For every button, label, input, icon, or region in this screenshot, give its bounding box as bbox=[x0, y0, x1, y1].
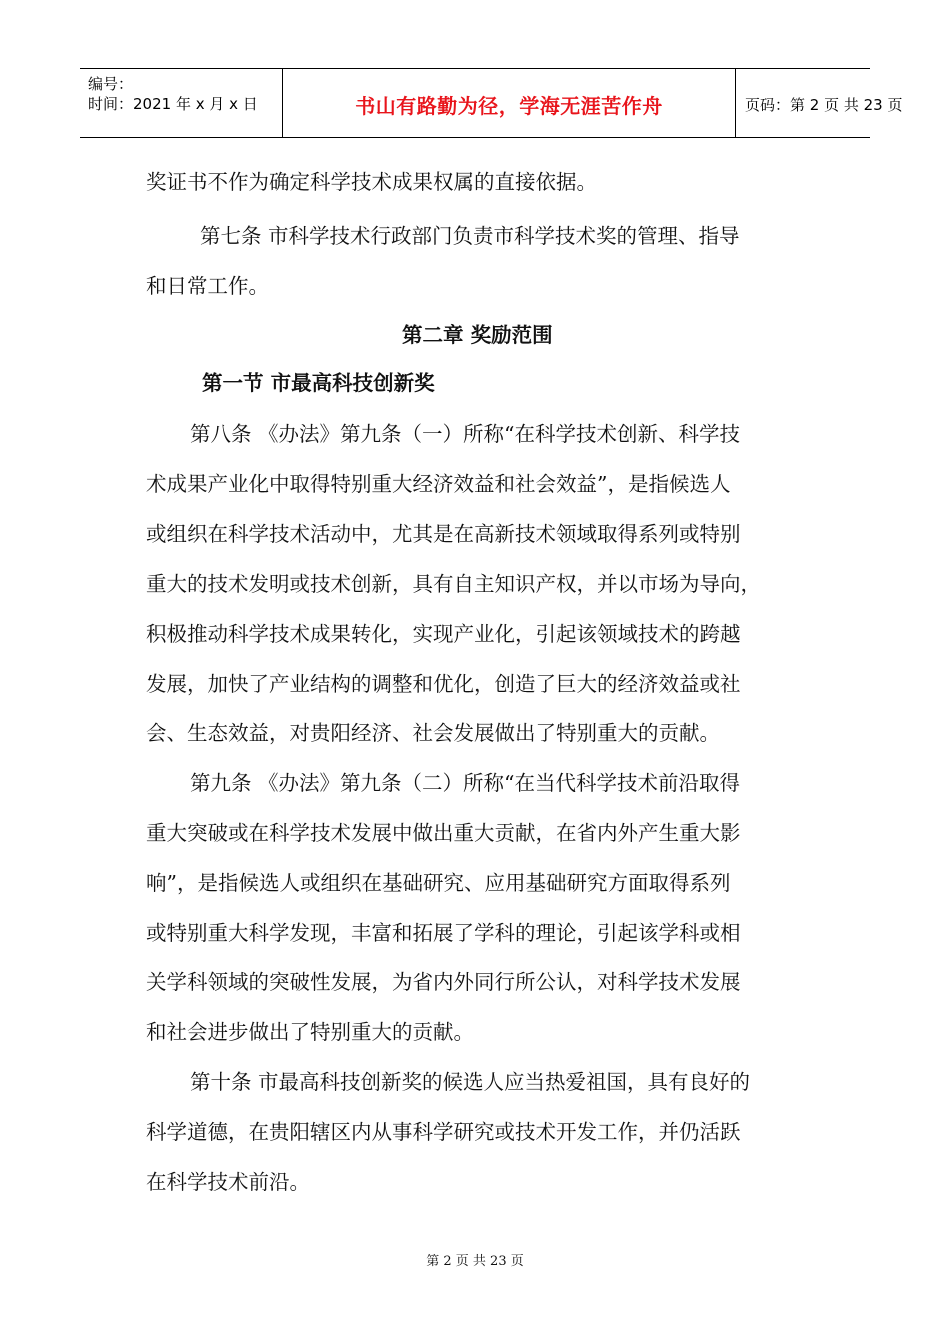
body-line: 术成果产业化中取得特别重大经济效益和社会效益”，是指候选人 bbox=[146, 472, 731, 496]
body-line: 第七条 市科学技术行政部门负责市科学技术奖的管理、指导 bbox=[200, 224, 740, 248]
body-line: 重大突破或在科学技术发展中做出重大贡献，在省内外产生重大影 bbox=[146, 821, 741, 845]
header-page-cell bbox=[735, 69, 903, 137]
document-number-label: 编号： bbox=[88, 75, 134, 93]
document-header bbox=[80, 68, 903, 138]
page-footer: 第 2 页 共 23 页 bbox=[426, 1254, 524, 1269]
body-line: 会、生态效益，对贵阳经济、社会发展做出了特别重大的贡献。 bbox=[146, 721, 720, 745]
header-meta-cell bbox=[80, 69, 282, 137]
section-heading: 第一节 市最高科技创新奖 bbox=[202, 371, 435, 395]
body-line: 在科学技术前沿。 bbox=[146, 1170, 310, 1194]
chapter-heading: 第二章 奖励范围 bbox=[402, 323, 553, 347]
body-line: 或组织在科学技术活动中，尤其是在高新技术领域取得系列或特别 bbox=[146, 522, 741, 546]
body-line: 和社会进步做出了特别重大的贡献。 bbox=[146, 1020, 474, 1044]
body-line: 发展，加快了产业结构的调整和优化，创造了巨大的经济效益或社 bbox=[146, 672, 741, 696]
body-line: 第八条 《办法》第九条（一）所称“在科学技术创新、科学技 bbox=[190, 422, 740, 446]
body-line: 重大的技术发明或技术创新，具有自主知识产权，并以市场为导向， bbox=[146, 572, 761, 596]
body-line: 积极推动科学技术成果转化，实现产业化，引起该领域技术的跨越 bbox=[146, 622, 741, 646]
body-line: 奖证书不作为确定科学技术成果权属的直接依据。 bbox=[146, 170, 597, 194]
body-line: 第九条 《办法》第九条（二）所称“在当代科学技术前沿取得 bbox=[190, 771, 740, 795]
header-motto: 书山有路勤为径，学海无涯苦作舟 bbox=[355, 94, 663, 118]
body-line: 关学科领域的突破性发展，为省内外同行所公认，对科学技术发展 bbox=[146, 970, 741, 994]
header-page-label: 页码：第 2 页 共 23 页 bbox=[745, 96, 903, 114]
document-time-label: 时间：2021 年 x 月 x 日 bbox=[88, 95, 258, 113]
header-motto-cell bbox=[282, 69, 736, 137]
body-line: 第十条 市最高科技创新奖的候选人应当热爱祖国，具有良好的 bbox=[190, 1070, 751, 1094]
body-line: 科学道德，在贵阳辖区内从事科学研究或技术开发工作，并仍活跃 bbox=[146, 1120, 741, 1144]
body-line: 和日常工作。 bbox=[146, 274, 269, 298]
body-line: 或特别重大科学发现，丰富和拓展了学科的理论，引起该学科或相 bbox=[146, 921, 741, 945]
body-line: 响”，是指候选人或组织在基础研究、应用基础研究方面取得系列 bbox=[146, 871, 731, 895]
